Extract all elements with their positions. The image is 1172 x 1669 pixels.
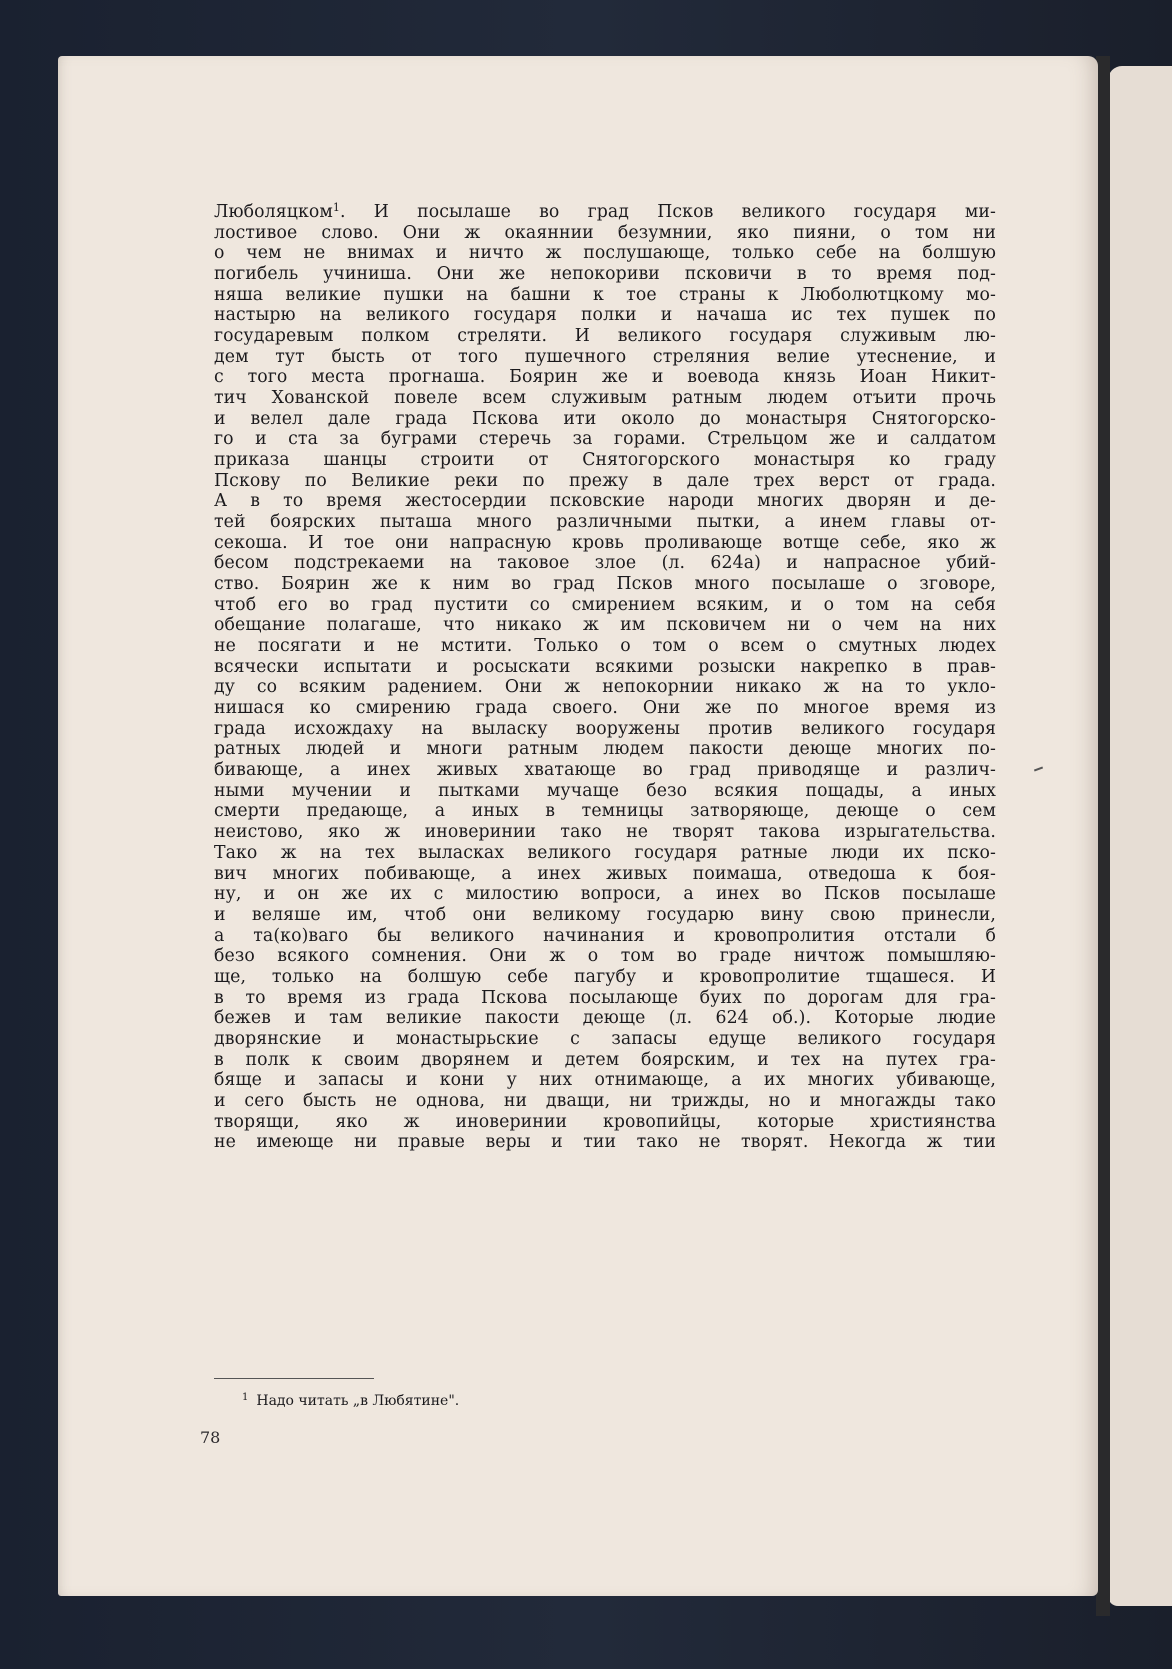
text-line: ну, и он же их с милостию вопроси, а инех во Псков посылаше	[214, 884, 996, 905]
text-line: нишася ко смирению града своего. Они же по многое время из	[214, 698, 996, 719]
text-line: чтоб его во град пустити со смирением всяким, и о том на себя	[214, 594, 996, 615]
text-line: бесом подстрекаеми на таковое злое (л. 624а) и напрасное убий-	[214, 553, 996, 574]
text-line: ратных людей и многи ратным людем пакости деюще многих по-	[214, 739, 996, 760]
text-line: творящи, яко ж иноверинии кровопийцы, которые християнства	[214, 1111, 996, 1132]
text-line: не посягати и не мстити. Только о том о всем о смутных людех	[214, 636, 996, 657]
text-line: всячески испытати и росыскати всякими розыски накрепко в прав-	[214, 656, 996, 677]
text-line: Пскову по Великие реки по прежу в дале трех верст от града.	[214, 470, 996, 491]
text-line: вич многих побивающе, а инех живых поимаша, отведоша к боя-	[214, 863, 996, 884]
text-line: Тако ж на тех выласках великого государя ратные люди их пско-	[214, 842, 996, 863]
footnote-text: Надо читать „в Любятине".	[256, 1393, 460, 1409]
text-line: безо всякого сомнения. Они ж о том во граде ничтож помышляю-	[214, 946, 996, 967]
text-line: и велел дале града Пскова ити около до монастыря Снятогорско-	[214, 408, 996, 429]
text-line: ными мучении и пытками мучаще безо всякия пощады, а иных	[214, 780, 996, 801]
text-line-first	[214, 202, 996, 223]
text-line: и веляше им, чтоб они великому государю вину свою принесли,	[214, 904, 996, 925]
text-line: ще, только на болшую себе пагубу и кровопролитие тщашеся. И	[214, 966, 996, 987]
footnote-rule	[214, 1378, 374, 1379]
text-line: обещание полагаше, что никако ж им псковичем ни о чем на них	[214, 615, 996, 636]
text-line: ду со всяким радением. Они ж непокорнии никако ж на то укло-	[214, 677, 996, 698]
footnote-reference: 1	[332, 201, 341, 214]
text-line: тич Хованской повеле всем служивым ратным людем отъити прочь	[214, 388, 996, 409]
text-line: тей боярских пыташа много различными пытки, а инем главы от-	[214, 512, 996, 533]
text-line: в полк к своим дворянем и детем боярским, и тех на путех гра-	[214, 1049, 996, 1070]
text-line: бежев и там великие пакости деюще (л. 624 об.). Которые людие	[214, 1008, 996, 1029]
text-line: настырю на великого государя полки и начаша ис тех пушек по	[214, 305, 996, 326]
text-line: в то время из града Пскова посылающе буих по дорогам для гра-	[214, 987, 996, 1008]
text-lines	[214, 223, 996, 1153]
footnote	[242, 1392, 459, 1409]
book-gutter	[1096, 56, 1110, 1616]
text-line: а та(ко)ваго бы великого начинания и кровопролития отстали б	[214, 925, 996, 946]
next-page-edge	[1108, 66, 1172, 1606]
text-line: государевым полком стреляти. И великого государя служивым лю-	[214, 326, 996, 347]
text-line: лостивое слово. Они ж окаяннии безумнии, яко пияни, о том ни	[214, 222, 996, 243]
text-line: неистово, яко ж иноверинии тако не творят такова изрыгательства.	[214, 822, 996, 843]
text-line: погибель учиниша. Они же непокориви псковичи в то время под-	[214, 264, 996, 285]
text-line: дем тут бысть от того пушечного стреляния велие утеснение, и	[214, 346, 996, 367]
text-line: А в то время жестосердии псковские народи многих дворян и де-	[214, 491, 996, 512]
text-line: смерти предающе, а иных в темницы затворяюще, деюще о сем	[214, 801, 996, 822]
body-text	[214, 202, 996, 1153]
text-first-line-rest: . И посылаше во град Псков великого государя ми-	[340, 202, 996, 222]
text-line: града исхождаху на выласку вооружены против великого государя	[214, 718, 996, 739]
text-line: секоша. И тое они напрасную кровь проливающе вотще себе, яко ж	[214, 532, 996, 553]
text-line: с того места прогнаша. Боярин же и воевода князь Иоан Никит-	[214, 367, 996, 388]
page-number: 78	[200, 1428, 221, 1447]
text-first-word: Люболяцком	[214, 202, 333, 222]
text-line: ство. Боярин же к ним во град Псков много посылаше о зговоре,	[214, 574, 996, 595]
text-line: няша великие пушки на башни к тое страны к Люболютцкому мо-	[214, 284, 996, 305]
text-line: не имеюще ни правые веры и тии тако не творят. Некогда ж тии	[214, 1132, 996, 1153]
text-line: дворянские и монастырьские с запасы едуще великого государя	[214, 1028, 996, 1049]
text-line: бяще и запасы и кони у них отнимающе, а их многих убивающе,	[214, 1070, 996, 1091]
text-line: го и ста за буграми стеречь за горами. Стрельцом же и салдатом	[214, 429, 996, 450]
text-line: приказа шанцы строити от Снятогорского монастыря ко граду	[214, 450, 996, 471]
text-line: о чем не внимах и ничто ж послушающе, только себе на болшую	[214, 243, 996, 264]
footnote-mark: 1	[242, 1392, 249, 1403]
text-line: и сего бысть не однова, ни дващи, ни трижды, но и многажды тако	[214, 1090, 996, 1111]
text-line: бивающе, а инех живых хватающе во град приводяще и различ-	[214, 760, 996, 781]
